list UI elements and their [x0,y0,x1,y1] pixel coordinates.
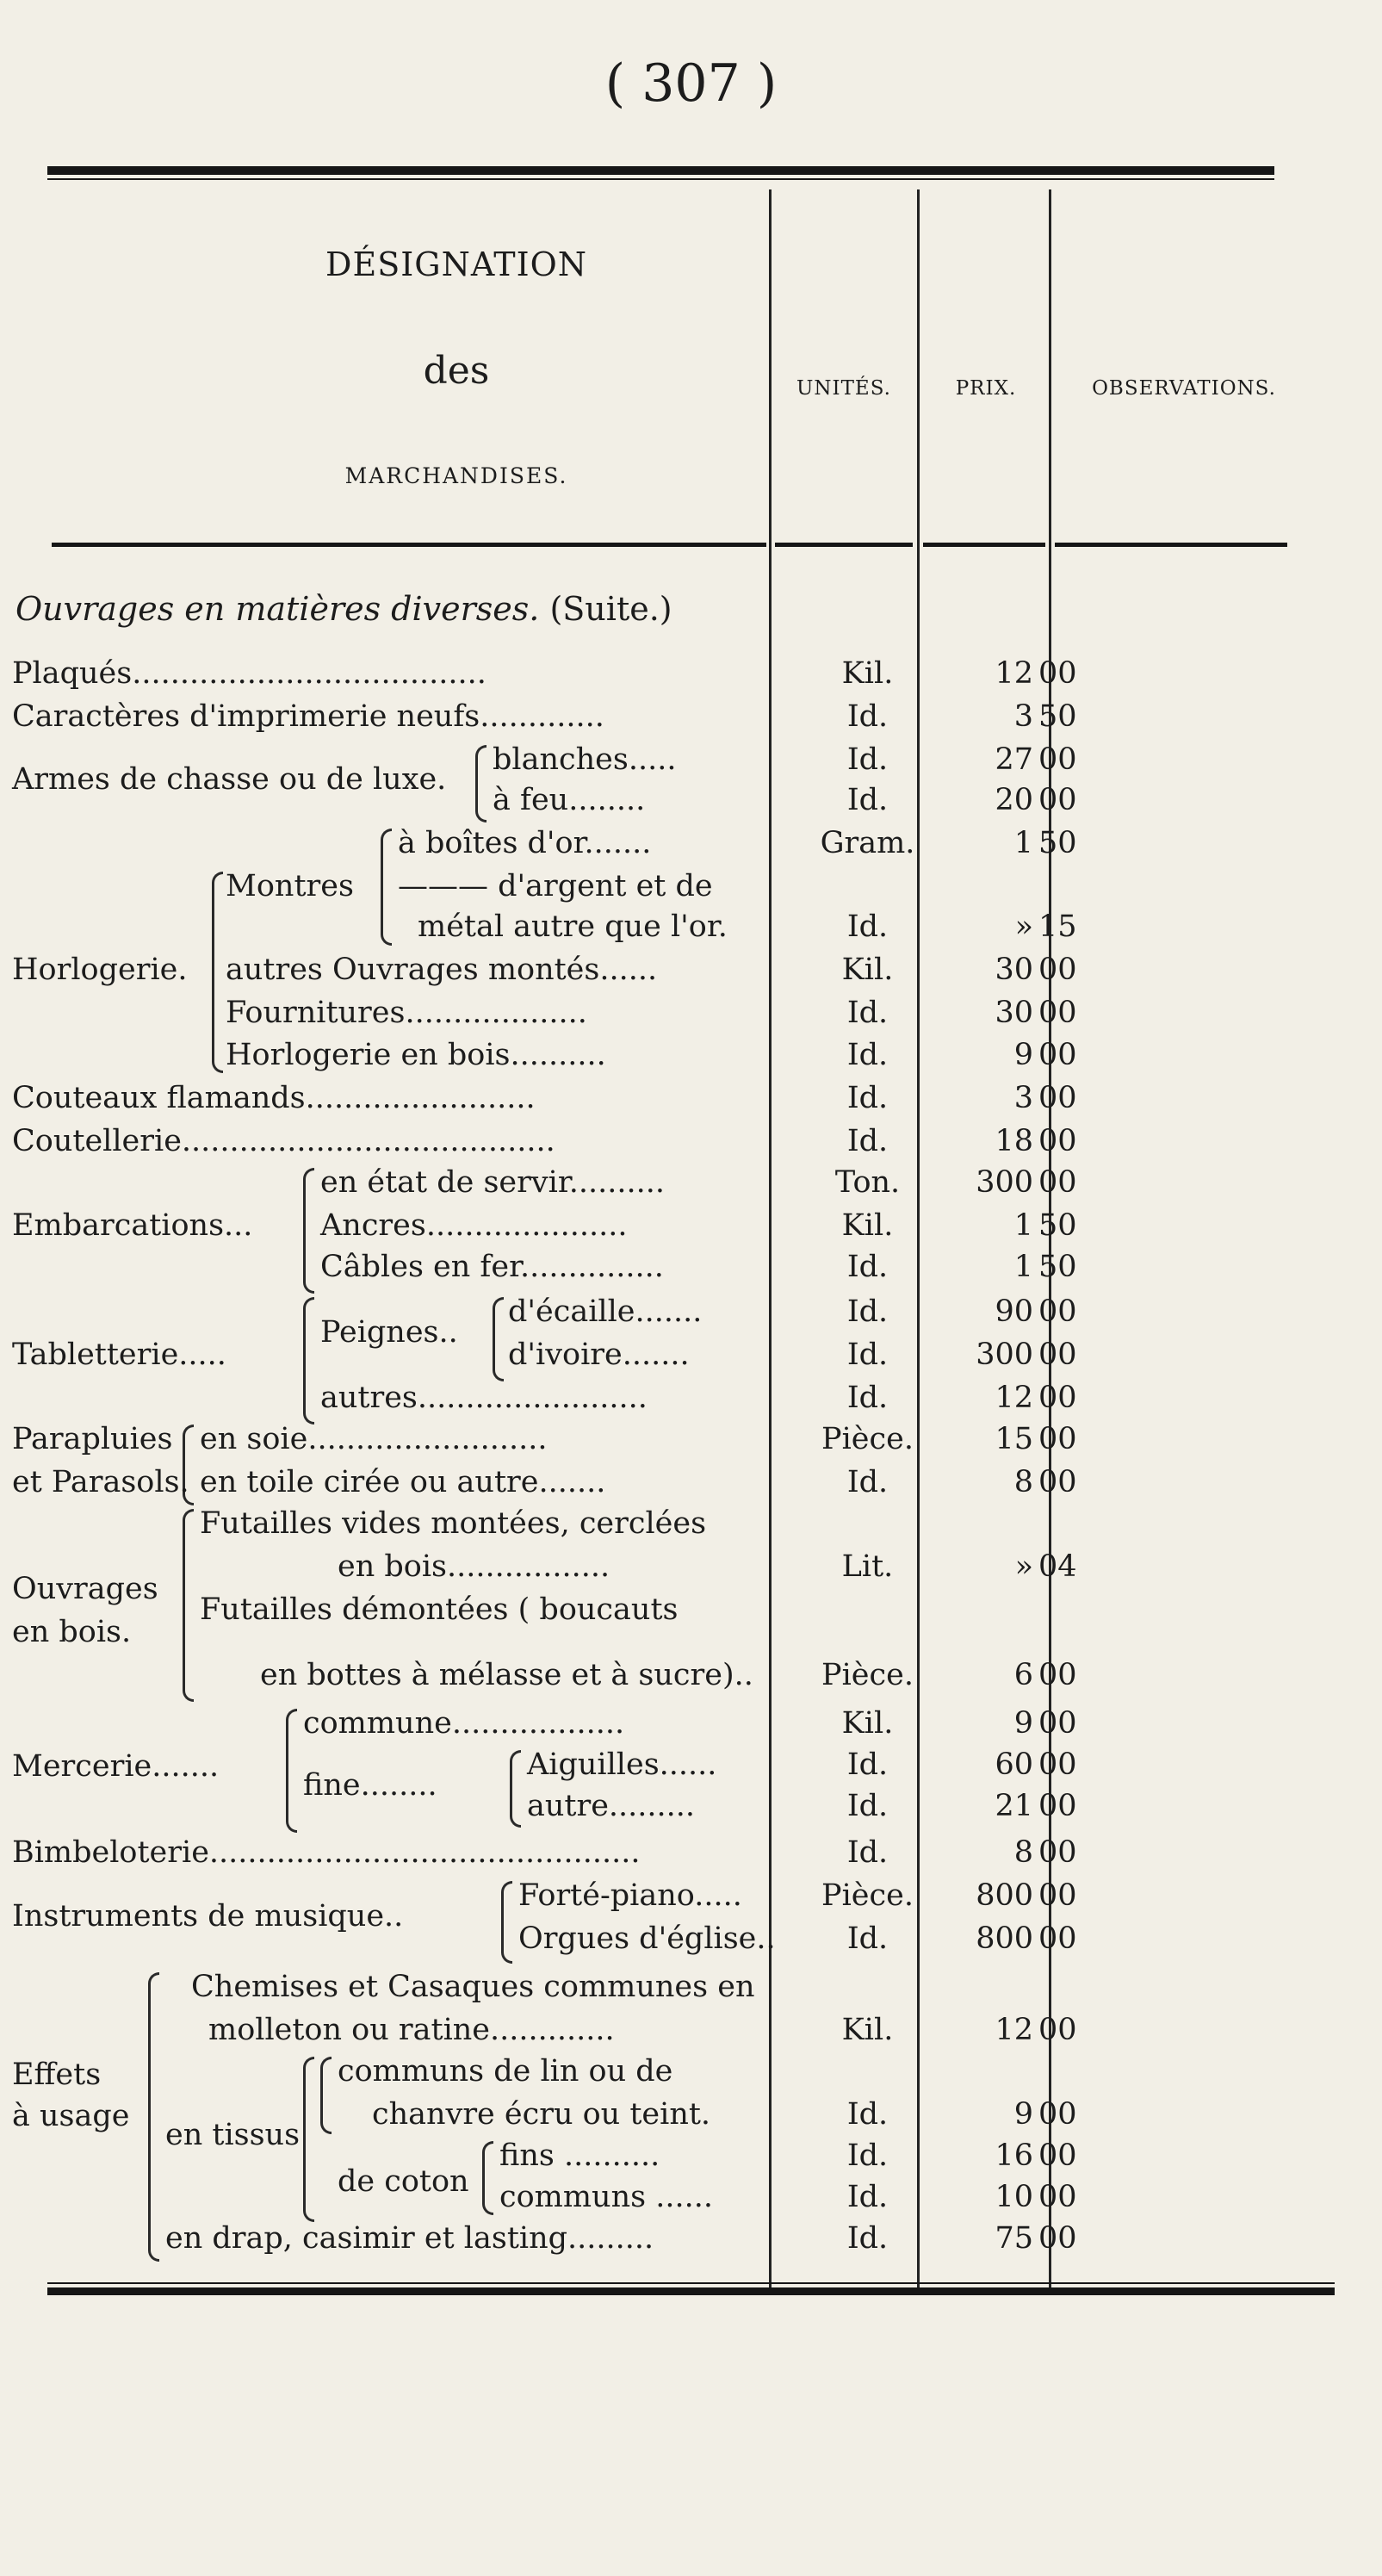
price-whole: 800 [976,1921,1033,1956]
group-label: Embarcations... [12,1208,253,1243]
unit: Id. [846,909,889,944]
price-whole: 6 [1013,1658,1033,1692]
price-whole: 1 [1013,1250,1033,1284]
price-cents: 00 [1038,2138,1077,2173]
price-cents: 00 [1038,1878,1077,1913]
brace [303,2057,314,2222]
row-label: Futailles démontées ( boucauts [200,1592,679,1627]
header-designation: DÉSIGNATION [325,245,587,283]
unit: Kil. [841,1706,894,1741]
row-label: à feu........ [493,783,646,817]
price-cents: 00 [1038,1381,1077,1415]
price-whole: 9 [1013,2097,1033,2132]
price-whole: 800 [976,1878,1033,1913]
row-label: Fournitures................... [226,996,587,1030]
price-cents: 00 [1038,2013,1077,2047]
bottom-rule [47,2287,1335,2295]
price-cents: 04 [1038,1549,1077,1584]
unit: Id. [846,1338,889,1372]
page-number: ( 307 ) [604,53,778,114]
row-label: Câbles en fer............... [320,1250,664,1284]
row-label: blanches..... [493,742,677,777]
row-label: Horlogerie en bois.......... [226,1038,606,1072]
price-cents: 00 [1038,1338,1077,1372]
group-label: de coton [338,2164,469,2199]
price-cents: 50 [1038,826,1077,860]
price-cents: 00 [1038,996,1077,1030]
price-cents: 00 [1038,2221,1077,2256]
price-cents: 00 [1038,1747,1077,1782]
brace [148,1972,159,2262]
row-label: métal autre que l'or. [418,909,728,944]
row-label: Ancres..................... [320,1208,628,1243]
price-whole: 9 [1013,1038,1033,1072]
price-cents: 00 [1038,1294,1077,1329]
row-label: en drap, casimir et lasting......... [165,2221,654,2256]
row-label: en bois................. [338,1549,610,1584]
unit: Pièce. [821,1658,914,1692]
section-heading: Ouvrages en matières diverses. (Suite.) [15,590,672,628]
unit: Id. [846,1250,889,1284]
unit: Pièce. [821,1422,914,1456]
price-cents: 00 [1038,1921,1077,1956]
brace [482,2141,493,2215]
brace [212,872,223,1073]
group-label: en tissus [165,2118,301,2152]
price-whole: 15 [995,1422,1033,1456]
unit: Kil. [841,656,894,691]
price-whole: 8 [1013,1835,1033,1870]
price-cents: 15 [1038,909,1077,944]
price-cents: 00 [1038,2180,1077,2214]
unit: Gram. [820,826,915,860]
unit: Id. [846,2097,889,2132]
price-cents: 00 [1038,1165,1077,1200]
price-whole: 12 [995,1381,1033,1415]
group-label: à usage [12,2099,130,2133]
unit: Id. [846,1921,889,1956]
unit: Id. [846,1038,889,1072]
price-cents: 00 [1038,1658,1077,1692]
unit: Id. [846,1465,889,1499]
group-label: Montres [226,869,354,903]
price-cents: 50 [1038,699,1077,734]
price-cents: 00 [1038,656,1077,691]
row-label: en soie......................... [200,1422,548,1456]
row-label: communs ...... [499,2180,713,2214]
header-rule [775,543,913,547]
row-label: Futailles vides montées, cerclées [200,1506,707,1541]
header-rule [923,543,1045,547]
row-label: en toile cirée ou autre....... [200,1465,606,1499]
unit: Id. [846,1789,889,1823]
price-whole: 10 [995,2180,1033,2214]
row-label: d'écaille....... [508,1294,703,1329]
header-observations: OBSERVATIONS. [1092,377,1276,400]
price-whole: 9 [1013,1706,1033,1741]
unit: Lit. [841,1549,894,1584]
price-whole: 27 [995,742,1033,777]
row-label: en état de servir.......... [320,1165,665,1200]
price-cents: 50 [1038,1208,1077,1243]
row-label: Plaqués..................................... [12,656,486,691]
price-cents: 00 [1038,742,1077,777]
row-label: Couteaux flamands........................ [12,1081,536,1115]
bottom-rule-thin [47,2282,1335,2284]
price-whole: » [1014,1549,1033,1584]
price-whole: 3 [1013,1081,1033,1115]
row-label: à boîtes d'or....... [398,826,652,860]
unit: Id. [846,1747,889,1782]
row-label: Aiguilles...... [527,1747,717,1782]
price-cents: 00 [1038,783,1077,817]
price-whole: 8 [1013,1465,1033,1499]
price-cents: 00 [1038,1038,1077,1072]
unit: Id. [846,699,889,734]
brace [303,1297,314,1425]
price-whole: 30 [995,996,1033,1030]
price-whole: 12 [995,656,1033,691]
price-whole: 300 [976,1338,1033,1372]
price-cents: 50 [1038,1250,1077,1284]
price-whole: » [1014,909,1033,944]
group-label: Mercerie....... [12,1749,220,1784]
group-label: en bois. [12,1615,132,1649]
brace [493,1297,504,1381]
unit: Id. [846,1294,889,1329]
row-label: autres........................ [320,1381,648,1415]
header-marchandises: MARCHANDISES. [344,463,568,488]
group-label: Horlogerie. [12,953,188,987]
price-whole: 12 [995,2013,1033,2047]
price-whole: 75 [995,2221,1033,2256]
group-label: fine........ [303,1768,437,1803]
price-cents: 00 [1038,1706,1077,1741]
group-label: Instruments de musique.. [12,1899,404,1934]
price-cents: 00 [1038,1835,1077,1870]
price-cents: 00 [1038,1081,1077,1115]
brace [510,1750,521,1828]
price-whole: 1 [1013,1208,1033,1243]
row-label: Orgues d'église.. [518,1921,776,1956]
group-label: Peignes.. [320,1315,458,1350]
brace [183,1509,194,1702]
unit: Id. [846,1081,889,1115]
row-label: ——— d'argent et de [398,869,713,903]
header-rule [1055,543,1287,547]
unit: Id. [846,2180,889,2214]
unit: Ton. [834,1165,901,1200]
brace [286,1709,297,1833]
price-whole: 18 [995,1124,1033,1158]
price-whole: 21 [995,1789,1033,1823]
unit: Kil. [841,1208,894,1243]
price-whole: 1 [1013,826,1033,860]
row-label: Caractères d'imprimerie neufs............. [12,699,604,734]
row-label: en bottes à mélasse et à sucre).. [260,1658,753,1692]
row-label: autres Ouvrages montés...... [226,953,658,987]
top-rule [47,166,1274,175]
unit: Id. [846,2138,889,2173]
row-label: Coutellerie....................................... [12,1124,555,1158]
brace [475,745,486,822]
row-label: Bimbeloterie............................................. [12,1835,641,1870]
price-cents: 00 [1038,1465,1077,1499]
row-label: d'ivoire....... [508,1338,690,1372]
unit: Id. [846,996,889,1030]
unit: Kil. [841,953,894,987]
unit: Id. [846,1381,889,1415]
unit: Kil. [841,2013,894,2047]
price-cents: 00 [1038,1124,1077,1158]
group-label: Armes de chasse ou de luxe. [12,762,447,797]
unit: Id. [846,1835,889,1870]
brace [381,829,392,946]
price-cents: 00 [1038,1422,1077,1456]
unit: Id. [846,2221,889,2256]
group-label: Tabletterie..... [12,1338,226,1372]
unit: Id. [846,742,889,777]
row-label: communs de lin ou de [338,2054,673,2089]
price-cents: 00 [1038,953,1077,987]
price-whole: 300 [976,1165,1033,1200]
row-label: molleton ou ratine............. [208,2013,615,2047]
unit: Id. [846,783,889,817]
price-whole: 90 [995,1294,1033,1329]
header-units: UNITÉS. [796,377,891,400]
group-label: et Parasols. [12,1465,189,1499]
group-label: Parapluies [12,1422,173,1456]
brace [320,2057,332,2134]
brace [303,1168,314,1294]
top-rule-thin [47,178,1274,180]
price-cents: 00 [1038,2097,1077,2132]
unit: Id. [846,1124,889,1158]
price-cents: 00 [1038,1789,1077,1823]
group-label: Effets [12,2058,102,2092]
row-label: Forté-piano..... [518,1878,742,1913]
row-label: Chemises et Casaques communes en [191,1970,755,2004]
row-label: autre......... [527,1789,696,1823]
row-label: chanvre écru ou teint. [372,2097,711,2132]
unit: Pièce. [821,1878,914,1913]
row-label: fins .......... [499,2138,660,2173]
group-label: Ouvrages [12,1572,158,1606]
price-whole: 30 [995,953,1033,987]
price-whole: 20 [995,783,1033,817]
header-price: PRIX. [955,377,1017,400]
brace [501,1881,512,1964]
price-whole: 60 [995,1747,1033,1782]
price-whole: 16 [995,2138,1033,2173]
price-whole: 3 [1013,699,1033,734]
row-label: commune.................. [303,1706,625,1741]
header-des: des [423,349,490,393]
header-rule [52,543,766,547]
